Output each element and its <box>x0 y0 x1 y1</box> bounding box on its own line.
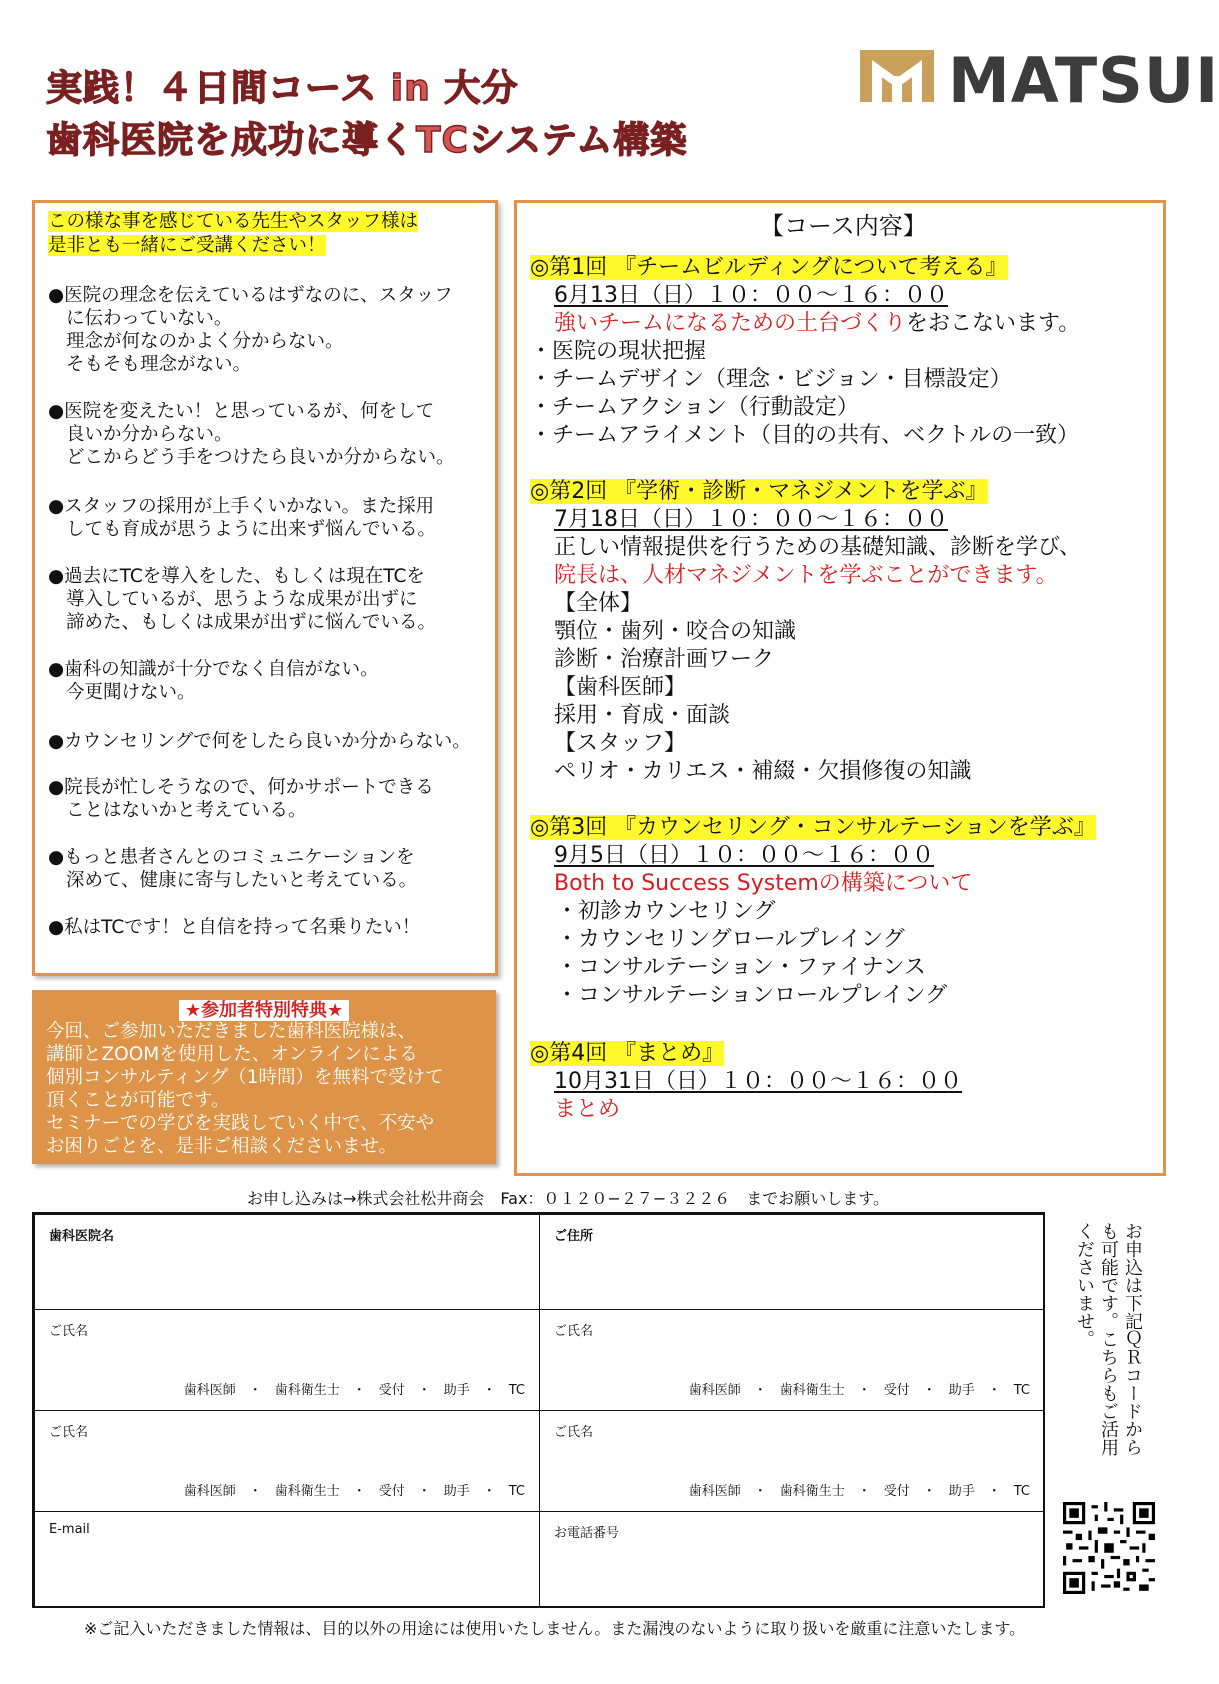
bonus-line: 講師とZOOMを使用した、オンラインによる <box>46 1044 418 1065</box>
name-label: ご氏名 <box>49 1425 89 1440</box>
concern-item: 理念が何なのかよく分からない。 <box>66 331 344 352</box>
role-options[interactable]: 歯科医師 ・ 歯科衛生士 ・ 受付 ・ 助手 ・ TC <box>688 1484 1030 1499</box>
name-field[interactable] <box>34 1410 540 1512</box>
concern-item: 諦めた、もしくは成果が出ずに悩んでいる。 <box>66 612 437 633</box>
role-options[interactable]: 歯科医師 ・ 歯科衛生士 ・ 受付 ・ 助手 ・ TC <box>688 1383 1030 1398</box>
bonus-line: 頂くことが可能です。 <box>46 1090 230 1111</box>
name-label: ご氏名 <box>49 1324 89 1339</box>
logo-wordmark: MATSUI <box>948 44 1219 117</box>
session-2-heading-all: 【全体】 <box>554 591 643 616</box>
session-2-lead: 正しい情報提供を行うための基礎知識、診断を学び、 <box>554 535 1082 560</box>
session-3-item: ・カウンセリングロールプレイング <box>556 927 905 952</box>
session-3-item: ・コンサルテーション・ファイナンス <box>556 955 926 980</box>
title-line-2: 歯科医院を成功に導くTCシステム構築 <box>46 120 688 161</box>
name-field[interactable] <box>539 1309 1045 1411</box>
concern-item: ●過去にTCを導入をした、もしくは現在TCを <box>48 566 425 587</box>
fax-application-line: お申し込みは→株式会社松井商会 Fax：０１２０−２７−３２２６ までお願いします。 <box>247 1189 889 1208</box>
intro-line-1: この様な事を感じている先生やスタッフ様は <box>48 211 419 232</box>
name-field[interactable] <box>34 1309 540 1411</box>
concern-item: ●もっと患者さんとのコミュニケーションを <box>48 847 415 868</box>
session-1-item: ・チームアライメント（目的の共有、ベクトルの一致） <box>530 423 1080 448</box>
session-4-date: 10月31日（日）１０：００〜１６：００ <box>554 1069 962 1094</box>
concern-item: どこからどう手をつけたら良いか分からない。 <box>66 447 455 468</box>
session-1-lead: 強いチームになるための土台づくりをおこないます。 <box>554 311 1081 336</box>
matsui-logo-mark <box>858 46 936 104</box>
qr-code-icon[interactable] <box>1063 1502 1155 1594</box>
side-note-line: くださいませ。 <box>1074 1222 1095 1348</box>
clinic-name-label: 歯科医院名 <box>49 1229 115 1244</box>
course-heading: 【コース内容】 <box>760 212 927 240</box>
role-options[interactable]: 歯科医師 ・ 歯科衛生士 ・ 受付 ・ 助手 ・ TC <box>183 1484 525 1499</box>
concern-item: そもそも理念がない。 <box>66 354 252 375</box>
concern-item: 良いか分からない。 <box>66 424 233 445</box>
name-label: ご氏名 <box>554 1425 594 1440</box>
phone-field[interactable] <box>539 1511 1045 1608</box>
concern-item: ●スタッフの採用が上手くいかない。また採用 <box>48 496 435 517</box>
session-2-item: ペリオ・カリエス・補綴・欠損修復の知識 <box>554 759 972 784</box>
bonus-line: 今回、ご参加いただきました歯科医院様は、 <box>46 1021 417 1042</box>
concern-item: ●私はTCです！と自信を持って名乗りたい！ <box>48 917 421 938</box>
session-2-item: 診断・治療計画ワーク <box>554 647 775 672</box>
side-note-line: お申込は下記ＱＲコードから <box>1122 1222 1143 1456</box>
session-4-title: ◎第4回 『まとめ』 <box>530 1041 725 1066</box>
session-1-title: ◎第1回 『チームビルディングについて考える』 <box>530 255 1008 280</box>
concern-item: ●院長が忙しそうなので、何かサポートできる <box>48 777 434 798</box>
phone-label: お電話番号 <box>554 1526 620 1541</box>
session-3-title: ◎第3回 『カウンセリング・コンサルテーションを学ぶ』 <box>530 815 1096 840</box>
bonus-line: 個別コンサルティング（1時間）を無料で受けて <box>46 1067 444 1088</box>
session-2-item: 顎位・歯列・咬合の知識 <box>554 619 797 644</box>
name-label: ご氏名 <box>554 1324 594 1339</box>
session-3-date: 9月5日（日）１０：００〜１６：００ <box>554 843 934 868</box>
session-2-lead-red: 院長は、人材マネジメントを学ぶことができます。 <box>554 563 1058 588</box>
session-2-heading-staff: 【スタッフ】 <box>554 731 687 756</box>
title-line-1: 実践！４日間コース in 大分 <box>46 68 519 109</box>
concern-item: に伝わっていない。 <box>66 308 233 329</box>
session-2-heading-dentist: 【歯科医師】 <box>554 675 687 700</box>
name-field[interactable] <box>539 1410 1045 1512</box>
bonus-line: お困りごとを、是非ご相談くださいませ。 <box>46 1136 397 1157</box>
participant-bonus-box <box>32 990 496 1164</box>
address-label: ご住所 <box>554 1229 594 1244</box>
concern-item: ●歯科の知識が十分でなく自信がない。 <box>48 659 379 680</box>
session-4-lead: まとめ <box>554 1097 621 1122</box>
session-2-item: 採用・育成・面談 <box>554 703 731 728</box>
concern-item: 今更聞けない。 <box>66 682 196 703</box>
side-note-line: も可能です。こちらもご活用 <box>1098 1222 1119 1456</box>
concern-item: ●カウンセリングで何をしたら良いか分からない。 <box>48 731 471 752</box>
matsui-logo <box>858 44 1219 117</box>
application-form <box>32 1212 1045 1608</box>
session-2-title: ◎第2回 『学術・診断・マネジメントを学ぶ』 <box>530 479 988 504</box>
concern-item: ●医院を変えたい！と思っているが、何をして <box>48 401 435 422</box>
session-3-item: ・初診カウンセリング <box>556 899 776 924</box>
session-3-lead: Both to Success Systemの構築について <box>554 871 973 896</box>
email-label: E-mail <box>49 1522 90 1537</box>
session-1-date: 6月13日（日）１０：００〜１６：００ <box>554 283 948 308</box>
session-1-item: ・医院の現状把握 <box>530 339 707 364</box>
session-2-date: 7月18日（日）１０：００〜１６：００ <box>554 507 948 532</box>
email-field[interactable] <box>34 1511 540 1608</box>
bonus-heading: ★参加者特別特典★ <box>32 996 496 1022</box>
concern-item: 導入しているが、思うような成果が出ずに <box>66 589 418 610</box>
concern-item: ことはないかと考えている。 <box>66 800 307 821</box>
concern-item: 深めて、健康に寄与したいと考えている。 <box>66 870 418 891</box>
privacy-notice: ※ご記入いただきました情報は、目的以外の用途には使用いたしません。また漏洩のないように取り扱いを厳重に注意いたします。 <box>84 1619 1026 1638</box>
concern-item: しても育成が思うように出来ず悩んでいる。 <box>66 519 437 540</box>
clinic-name-field[interactable] <box>34 1214 540 1310</box>
role-options[interactable]: 歯科医師 ・ 歯科衛生士 ・ 受付 ・ 助手 ・ TC <box>183 1383 525 1398</box>
session-1-item: ・チームアクション（行動設定） <box>530 395 859 420</box>
concern-item: ●医院の理念を伝えているはずなのに、スタッフ <box>48 285 453 306</box>
intro-line-2: 是非とも一緒にご受講ください！ <box>48 235 326 256</box>
session-3-item: ・コンサルテーションロールプレイング <box>556 983 948 1008</box>
address-field[interactable] <box>539 1214 1045 1310</box>
bonus-line: セミナーでの学びを実践していく中で、不安や <box>46 1113 435 1134</box>
session-1-item: ・チームデザイン（理念・ビジョン・目標設定） <box>530 367 1012 392</box>
